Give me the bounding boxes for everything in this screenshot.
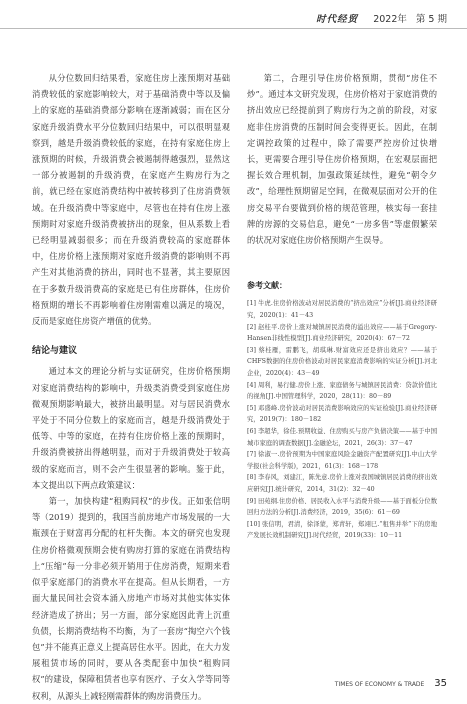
reference-item: [5] 邓盛峰.房价波动对居民消费影响效应的实证检验[J].商业经济研究，2019(7)：180－182 [247,404,437,424]
journal-year: 2022年 [373,14,407,25]
body-paragraph: 通过本文的理论分析与实证研究，住房价格预期对家庭消费结构的影响中，升级类消费受到家庭住房微观预期影响最大，被挤出最明显。对与居民消费水平处于不同分位数上的家庭而言，越是升级消费处于低等、中等的家庭，在持有住房价格上涨的预期时，升级消费被挤出得越明显，而对于升级消费处于较高级的家庭而言，则不会产生很显著的影响。鉴于此，本文提出以下两点政策建议： [32,366,230,490]
body-paragraph: 从分位数回归结果看，家庭住房上涨预期对基础消费较低的家庭影响较大，对于基础消费中等以及偏上的家庭的基础消费部分影响在逐渐减弱；而在区分家庭升级消费水平分位数回归结果中，可以很明显观察到，越是升级消费较低的家庭，在持有家庭住房上涨预期的时候，升级消费会被遏制得越强烈，显然这一部分被遏制的升级消费，在家庭产生购房行为之前，就已经在家庭消费结构中被转移到了住房消费领域。在升级消费中等家庭中，尽管也在持有住房上涨预期时对家庭升级消费被挤出的现象，但从系数上看已经明显减弱很多；而在升级消费较高的家庭群体中，住房价格上涨预期对家庭升级消费的影响则不再产生对其他消费的挤出，同时也不显著，其主要原因在于多数升级消费高的家庭是已有住房群体，住房价格预期的增长不再影响着住房刚需难以满足的境况，反而是家庭住房资产增值的优势。 [32,73,230,327]
section-title: 结论与建议 [32,346,78,357]
reference-item: [1] 牛虎.住房价格波动对居民消费的“挤出效应”分析[J].商业经济研究，2020(1)：41－43 [247,300,437,320]
reference-item: [9] 田苑纲.住房价格、居民收入水平与消费升级——基于面板分位数回归方法的分析[J].消费经济，2019，35(6)：61－69 [247,497,437,517]
reference-item: [7] 徐淑一.房价预期为中国家庭风险金融资产配置研究[J].中山大学学报(社会科学版)，2021，61(3)：168－178 [247,451,437,470]
page-header [0,0,467,34]
left-column [32,70,230,704]
body-paragraph: 第二，合理引导住房价格预期，贯彻“房住不炒”。通过本文研究发现，住房价格对于家庭消费的挤出效应已经提前到了购房行为之前的阶段，对家庭非住房消费的压制时间会变得更长。因此，在制定调控政策的过程中，除了需要严控房价过快增长，更需要合理引导住房价格预期，在宏观层面把握长效合理机制，加强政策延续性，避免“朝令夕改”，给理性预期留足空间，在微观层面对公开的住房交易平台要做到价格的规范管理，核实每一套挂牌的房源的交易信息，避免“一房多售”等虚假繁荣的状况对家庭住房价格预期产生误导。 [247,73,437,246]
reference-item: [6] 李超华，徐佳.预期收益、住房购买与房产负债决策——基于中国城市家庭的调查数据[J].金融论坛，2021，26(3)：37－47 [247,427,437,447]
header-text [316,11,447,25]
page-footer [335,678,447,689]
references-title: 参考文献： [247,281,287,291]
page-number: 35 [434,678,447,689]
reference-item: [3] 蔡桂雁，雷鹏飞，胡琪琳.财富效应还是挤出效应？——基于CHFS数据的住房价格波动对居民家庭消费影响的实证分析[J].河北企业，2020(4)：43－49 [247,346,437,377]
journal-english-name: TIMES OF ECONOMY & TRADE [334,681,425,688]
journal-name: 时代经贸 [316,14,359,25]
reference-list [247,298,437,541]
body-paragraph: 第一，加快构建“租购同权”的步伐。正如张信明等（2019）提到的，我国当前房地产市场发展的一大瓶颈在于财富再分配的杠杆失衡。本文的研究也发现住房价格微观预期会使有购房打算的家庭在消费结构上“压缩”每一分非必须开销用于住房消费，短期来看似乎家庭部门的消费水平在提高。但从长期看，一方面大量民间社会资本涌入房地产市场对其他实体实体经济造成了挤出；另一方面，部分家庭因此背上沉重负债，长期消费结构不均衡，为了一套房“掏空六个钱包”并不能真正意义上提高居住水平。因此，在大力发展租赁市场的同时，要从各类配套中加快“租购同权”的建设，保障租赁者也享有医疗、子女入学等同等权利，从源头上减轻刚需群体的购房消费压力。 [32,496,230,701]
reference-item: [2] 赵桂平.房价上涨对城镇居民消费的溢出效应——基于Gregory-Hansen非线性模型[J].商业经济研究，2020(4)：67－72 [247,323,437,343]
reference-item: [10] 张信明，君清，徐泽蒙，郑青轩，郑翊巳.“租售并举”下的房地产发展长效机制研究[J].时代经贸，2019(33)：10－11 [247,520,437,540]
reference-item: [4] 周利，易行健.房价上涨、家庭债务与城镇居民消费：贷款价值比的视角[J].中国管理科学，2020，28(11)：80－89 [247,381,437,401]
journal-issue: 第 5 期 [415,14,447,25]
reference-item: [8] 李春风，刘建江，陈先意.房价上涨对我国城镇居民消费的挤出效应研究[J].统计研究，2014，31(2)：32－40 [247,474,437,493]
header-rule [0,28,467,29]
right-column [247,70,437,542]
